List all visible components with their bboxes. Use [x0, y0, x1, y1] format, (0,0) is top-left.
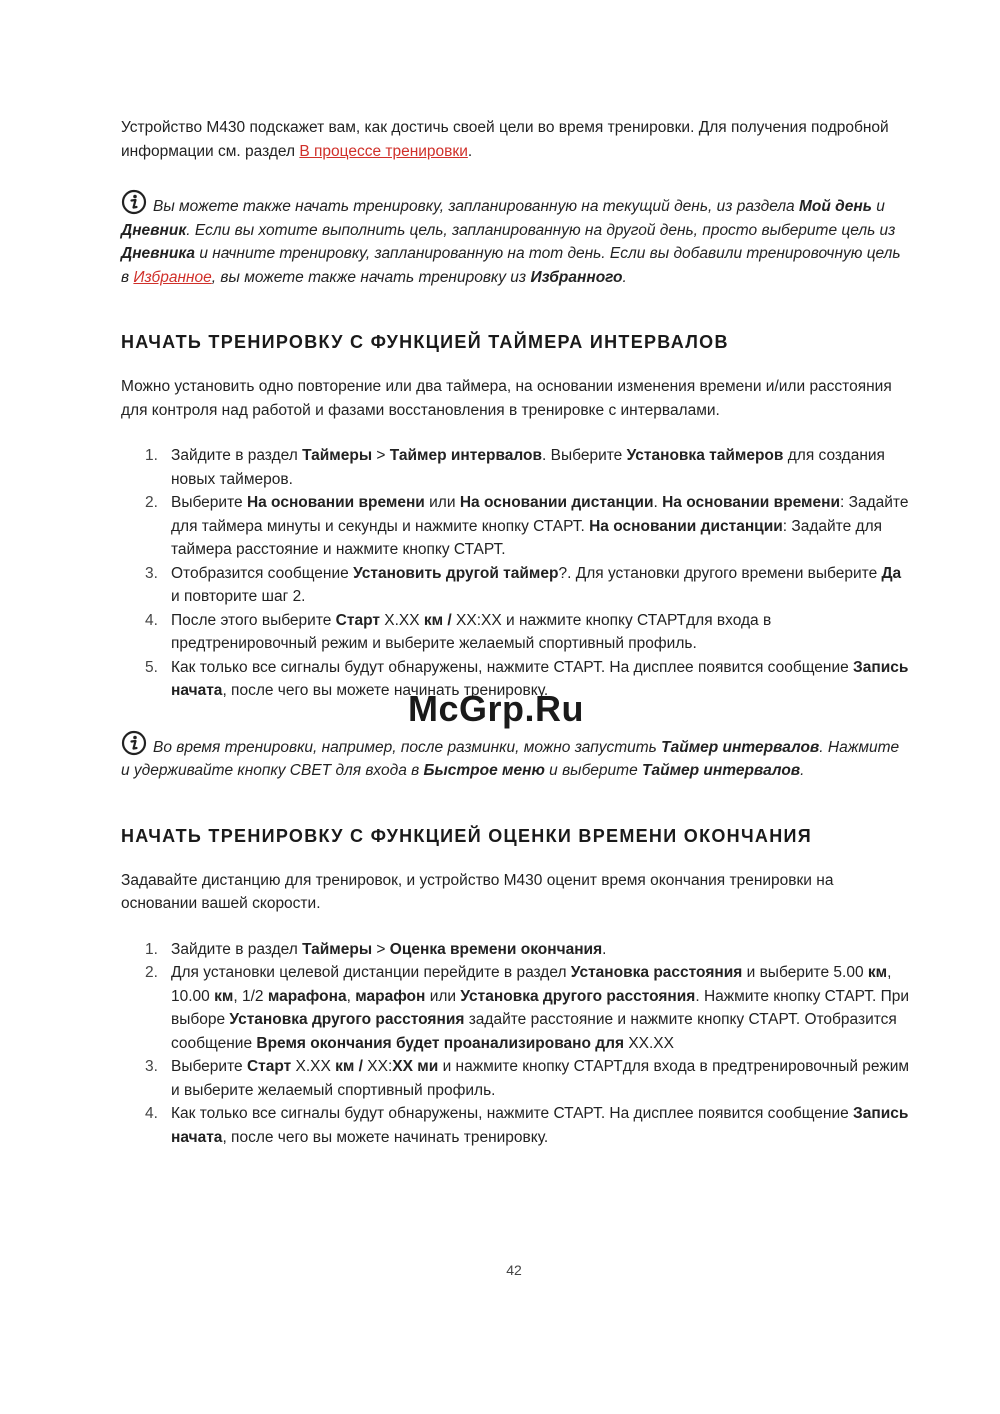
section1-lead: Можно установить одно повторение или два таймера, на основании изменения времени и/или расстояния для контроля над работой и фазами восстановления в тренировке с интервалами. [121, 378, 892, 419]
page-content [121, 116, 911, 1149]
list-item: 3. Отобразится сообщение Установить другой таймер?. Для установки другого времени выберите Да и повторите шаг 2. [145, 564, 902, 605]
list-item: 5. Как только все сигналы будут обнаружены, нажмите СТАРТ. На дисплее появится сообщение Запись начата, после чего вы можете начинать тренировку. [145, 658, 909, 699]
page-number: 42 [506, 1262, 522, 1278]
list-item: 2. Выберите На основании времени или На основании дистанции. На основании времени: Задайте для таймера минуты и секунды и нажмите кнопку СТАРТ. На основании дистанции: Задайте для таймера расстояние и нажмите кнопку СТАРТ. [145, 494, 909, 558]
section-heading-finish-time: НАЧАТЬ ТРЕНИРОВКУ С ФУНКЦИЕЙ ОЦЕНКИ ВРЕМЕНИ ОКОНЧАНИЯ [121, 825, 812, 846]
link-during-training[interactable]: В процессе тренировки [299, 142, 468, 160]
link-favorites[interactable]: Избранное [133, 268, 212, 286]
list-item: 4. После этого выберите Старт X.XX км / XX:XX и нажмите кнопку СТАРТдля входа в предтренировочный режим и выберите желаемый спортивный профиль. [145, 611, 772, 652]
note-tip-2: Во время тренировки, например, после разминки, можно запустить Таймер интервалов. Нажмите и удерживайте кнопку СВЕТ для входа в Быстрое меню и выберите Таймер интервалов. [121, 736, 911, 783]
list-item: 4. Как только все сигналы будут обнаружены, нажмите СТАРТ. На дисплее появится сообщение Запись начата, после чего вы можете начинать тренировку. [145, 1105, 909, 1146]
intro-paragraph: Устройство M430 подскажет вам, как достичь своей цели во время тренировки. Для получения подробной информации см. раздел В процессе тренировки. [121, 119, 889, 160]
note-tip-1: Вы можете также начать тренировку, запланированную на текущий день, из раздела Мой день и Дневник. Если вы хотите выполнить цель, запланированную на другой день, просто выберите цель из Дневника и начните тренировку, запланированную на тот день. Если вы добавили тренировочную цель в Избранное, вы можете также начать тренировку из Избранного. [121, 195, 911, 289]
list-item: 1. Зайдите в раздел Таймеры > Таймер интервалов. Выберите Установка таймеров для создания новых таймеров. [145, 447, 885, 488]
section-heading-interval-timer: НАЧАТЬ ТРЕНИРОВКУ С ФУНКЦИЕЙ ТАЙМЕРА ИНТЕРВАЛОВ [121, 332, 729, 352]
list-item: 2. Для установки целевой дистанции перейдите в раздел Установка расстояния и выберите 5.00 км, 10.00 км, 1/2 марафона, марафон или Установка другого расстояния. Нажмите кнопку СТАРТ. При выборе Установка другого расстояния задайте расстояние и нажмите кнопку СТАРТ. Отобразится сообщение Время окончания будет проанализировано для XX.XX [145, 964, 910, 1052]
info-icon [121, 189, 147, 215]
info-icon [121, 730, 147, 756]
watermark: McGrp.Ru [408, 688, 585, 729]
section2-steps [121, 938, 911, 1150]
list-item: 1. Зайдите в раздел Таймеры > Оценка времени окончания. [145, 940, 607, 958]
list-item: 3. Выберите Старт X.XX км / XX:XX ми и нажмите кнопку СТАРТдля входа в предтренировочный режим и выберите желаемый спортивный профиль. [145, 1058, 910, 1099]
section1-steps [121, 444, 911, 703]
section2-lead: Задавайте дистанцию для тренировок, и устройство M430 оценит время окончания тренировки на основании вашей скорости. [121, 871, 834, 912]
